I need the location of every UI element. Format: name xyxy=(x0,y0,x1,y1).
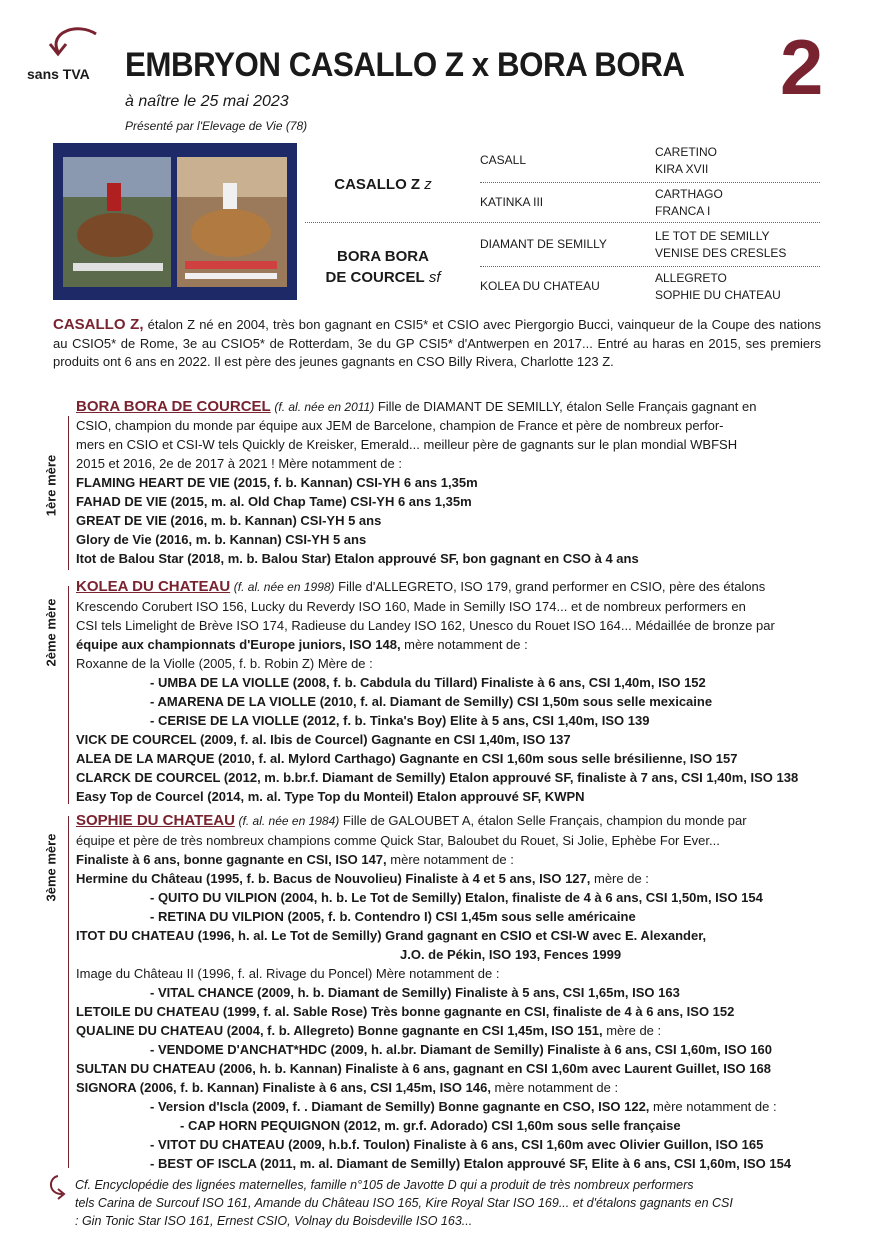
offspring-line: FLAMING HEART DE VIE (2015, f. b. Kannan) CSI-YH 6 ans 1,35m xyxy=(76,475,478,490)
text-line: Image du Château II (1996, f. al. Rivage du Poncel) Mère notamment de : xyxy=(76,966,500,981)
pedigree-ggp: FRANCA I xyxy=(655,204,711,218)
offspring-line: - RETINA DU VILPION (2005, f. b. Contendro I) CSI 1,45m sous selle américaine xyxy=(150,909,636,924)
birth-date: à naître le 25 mai 2023 xyxy=(125,93,289,110)
divider xyxy=(480,266,820,267)
offspring-line: Easy Top de Courcel (2014, m. al. Type Top du Monteil) Etalon approuvé SF, KWPN xyxy=(76,789,585,804)
offspring-line: ITOT DU CHATEAU (1996, h. al. Le Tot de Semilly) Grand gagnant en CSIO et CSI-W avec E. Alexander, xyxy=(76,928,707,943)
mother-1-label: 1ère mère xyxy=(43,454,59,517)
offspring-line: SULTAN DU CHATEAU (2006, h. b. Kannan) Finaliste à 6 ans, gagnant en CSI 1,60m avec Laurent Guillet, ISO 168 xyxy=(76,1061,771,1076)
offspring-line: ALEA DE LA MARQUE (2010, f. al. Mylord Carthago) Gagnante en CSI 1,60m sous selle brésilienne, ISO 157 xyxy=(76,751,738,766)
text-line: Roxanne de la Violle (2005, f. b. Robin Z) Mère de : xyxy=(76,656,373,671)
pedigree-ggp: ALLEGRETO xyxy=(655,271,727,285)
pedigree-sire: CASALLO Z z xyxy=(334,176,432,193)
text-line: SIGNORA (2006, f. b. Kannan) Finaliste à 6 ans, CSI 1,45m, ISO 146, mère notamment de : xyxy=(76,1080,619,1095)
text-line: équipe aux championnats d'Europe juniors, ISO 148, mère notamment de : xyxy=(76,637,528,652)
curved-arrow-icon xyxy=(38,22,98,62)
sire-description: CASALLO Z, étalon Z né en 2004, très bon gagnant en CSI5* et CSIO avec Piergorgio Bucci, vainqueur de la Coupe des nations au CSIO5* de Rome, 3e au CSIO5* de Rotterdam, 3e du GP CSI5* d'Antwerpen en 2017... Entré au haras en 2015, ses premiers produits ont 6 ans en 2022. Il est père des jeunes gagnants en CSO Billy Rivera, Charlotte 123 Z. xyxy=(53,316,821,370)
offspring-line: VICK DE COURCEL (2009, f. al. Ibis de Courcel) Gagnante en CSI 1,40m, ISO 137 xyxy=(76,732,571,747)
mother-3-label: 3ème mère xyxy=(43,833,59,902)
pedigree-grandparent: KATINKA III xyxy=(480,195,544,209)
offspring-line: LETOILE DU CHATEAU (1999, f. al. Sable Rose) Très bonne gagnante en CSI, finaliste de 4 à 6 ans, ISO 152 xyxy=(76,1004,735,1019)
pedigree-ggp: CARETINO xyxy=(655,145,718,159)
pedigree-grandparent: DIAMANT DE SEMILLY xyxy=(480,237,607,251)
text-line: mers en CSIO et CSI-W tels Quickly de Kreisker, Emerald... meilleur père de gagnants sur le plan mondial WBFSH xyxy=(76,437,738,452)
text-line: QUALINE DU CHATEAU (2004, f. b. Allegreto) Bonne gagnante en CSI 1,45m, ISO 151, mère de : xyxy=(76,1023,662,1038)
text-line: Krescendo Corubert ISO 156, Lucky du Reverdy ISO 160, Made in Semilly ISO 174... et de nombreux performers en xyxy=(76,599,746,614)
offspring-line: Glory de Vie (2016, m. b. Kannan) CSI-YH 5 ans xyxy=(76,532,367,547)
pedigree-grandparent: KOLEA DU CHATEAU xyxy=(480,279,600,293)
offspring-line: FAHAD DE VIE (2015, m. al. Old Chap Tame) CSI-YH 6 ans 1,35m xyxy=(76,494,472,509)
presented-by: Présenté par l'Elevage de Vie (78) xyxy=(125,119,308,133)
text-line: Hermine du Château (1995, f. b. Bacus de Nouvolieu) Finaliste à 4 et 5 ans, ISO 127, mère de : xyxy=(76,871,649,886)
offspring-line: - CAP HORN PEQUIGNON (2012, m. gr.f. Adorado) CSI 1,60m sous selle française xyxy=(180,1118,681,1133)
pedigree-grandparent: CASALL xyxy=(480,153,527,167)
text-line: CSIO, champion du monde par équipe aux JEM de Barcelone, champion de France et père de nombreux perfor- xyxy=(76,418,724,433)
footnote-line: Cf. Encyclopédie des lignées maternelles, famille n°105 de Javotte D qui a produit de très nombreux performers xyxy=(75,1178,694,1192)
mother-2-heading: KOLEA DU CHATEAU (f. al. née en 1998) Fille d'ALLEGRETO, ISO 179, grand performer en CSIO, père des étalons xyxy=(76,578,766,595)
text-line: équipe et père de très nombreux champions comme Quick Star, Baloubet du Rouet, Si Jolie, Ephèbe For Ever... xyxy=(76,833,720,848)
divider xyxy=(305,222,820,223)
offspring-line: - CERISE DE LA VIOLLE (2012, f. b. Tinka's Boy) Elite à 5 ans, CSI 1,40m, ISO 139 xyxy=(150,713,650,728)
text-line: 2015 et 2016, 2e de 2017 à 2021 ! Mère notamment de : xyxy=(76,456,402,471)
divider xyxy=(68,586,69,804)
hook-arrow-icon xyxy=(44,1174,68,1200)
mother-2-label: 2ème mère xyxy=(43,598,59,667)
offspring-line: - VITOT DU CHATEAU (2009, h.b.f. Toulon) Finaliste à 6 ans, CSI 1,60m avec Olivier Guillon, ISO 165 xyxy=(150,1137,764,1152)
pedigree-ggp: CARTHAGO xyxy=(655,187,723,201)
footnote-line: : Gin Tonic Star ISO 161, Ernest CSIO, Volnay du Boisdeville ISO 163... xyxy=(75,1214,473,1228)
pedigree-ggp: KIRA XVII xyxy=(655,162,709,176)
horse-photo xyxy=(53,143,297,300)
mother-3-heading: SOPHIE DU CHATEAU (f. al. née en 1984) Fille de GALOUBET A, étalon Selle Français, champion du monde par xyxy=(76,812,747,829)
lot-number: 2 xyxy=(780,23,824,111)
page-title: EMBRYON CASALLO Z x BORA BORA xyxy=(125,46,685,84)
divider xyxy=(68,416,69,570)
offspring-line: Itot de Balou Star (2018, m. b. Balou Star) Etalon approuvé SF, bon gagnant en CSO à 4 ans xyxy=(76,551,639,566)
divider xyxy=(480,182,820,183)
text-line: CSI tels Limelight de Brève ISO 174, Radieuse du Landey ISO 162, Unesco du Rouet ISO 164... Médaillée de bronze par xyxy=(76,618,775,633)
offspring-line: GREAT DE VIE (2016, m. b. Kannan) CSI-YH 5 ans xyxy=(76,513,382,528)
pedigree-dam: BORA BORA DE COURCEL sf xyxy=(325,248,441,286)
pedigree-ggp: SOPHIE DU CHATEAU xyxy=(655,288,781,302)
text-line: Finaliste à 6 ans, bonne gagnante en CSI, ISO 147, mère notamment de : xyxy=(76,852,514,867)
offspring-line: - UMBA DE LA VIOLLE (2008, f. b. Cabdula du Tillard) Finaliste à 6 ans, CSI 1,40m, ISO 152 xyxy=(150,675,706,690)
pedigree-ggp: LE TOT DE SEMILLY xyxy=(655,229,770,243)
mother-1-heading: BORA BORA DE COURCEL (f. al. née en 2011) Fille de DIAMANT DE SEMILLY, étalon Selle Français gagnant en xyxy=(76,398,757,415)
text-line: - Version d'Iscla (2009, f. . Diamant de Semilly) Bonne gagnante en CSO, ISO 122, mère notamment de : xyxy=(150,1099,777,1114)
divider xyxy=(68,816,69,1168)
offspring-line: CLARCK DE COURCEL (2012, m. b.br.f. Diamant de Semilly) Etalon approuvé SF, finaliste à 7 ans, CSI 1,40m, ISO 138 xyxy=(76,770,799,785)
offspring-line: - VITAL CHANCE (2009, h. b. Diamant de Semilly) Finaliste à 5 ans, CSI 1,65m, ISO 163 xyxy=(150,985,680,1000)
offspring-line: J.O. de Pékin, ISO 193, Fences 1999 xyxy=(400,947,622,962)
tax-note: sans TVA xyxy=(27,66,90,82)
footnote-line: tels Carina de Surcouf ISO 161, Amande du Château ISO 165, Kire Royal Star ISO 169... et d'étalons gagnants en CSI xyxy=(75,1196,733,1210)
offspring-line: - QUITO DU VILPION (2004, h. b. Le Tot de Semilly) Etalon, finaliste de 4 à 6 ans, CSI 1,50m, ISO 154 xyxy=(150,890,763,905)
offspring-line: - BEST OF ISCLA (2011, m. al. Diamant de Semilly) Etalon approuvé SF, Elite à 6 ans, CSI 1,60m, ISO 154 xyxy=(150,1156,792,1171)
offspring-line: - AMARENA DE LA VIOLLE (2010, f. al. Diamant de Semilly) CSI 1,50m sous selle mexicaine xyxy=(150,694,713,709)
pedigree-ggp: VENISE DES CRESLES xyxy=(655,246,787,260)
offspring-line: - VENDOME D'ANCHAT*HDC (2009, h. al.br. Diamant de Semilly) Finaliste à 6 ans, CSI 1,60m, ISO 160 xyxy=(150,1042,772,1057)
